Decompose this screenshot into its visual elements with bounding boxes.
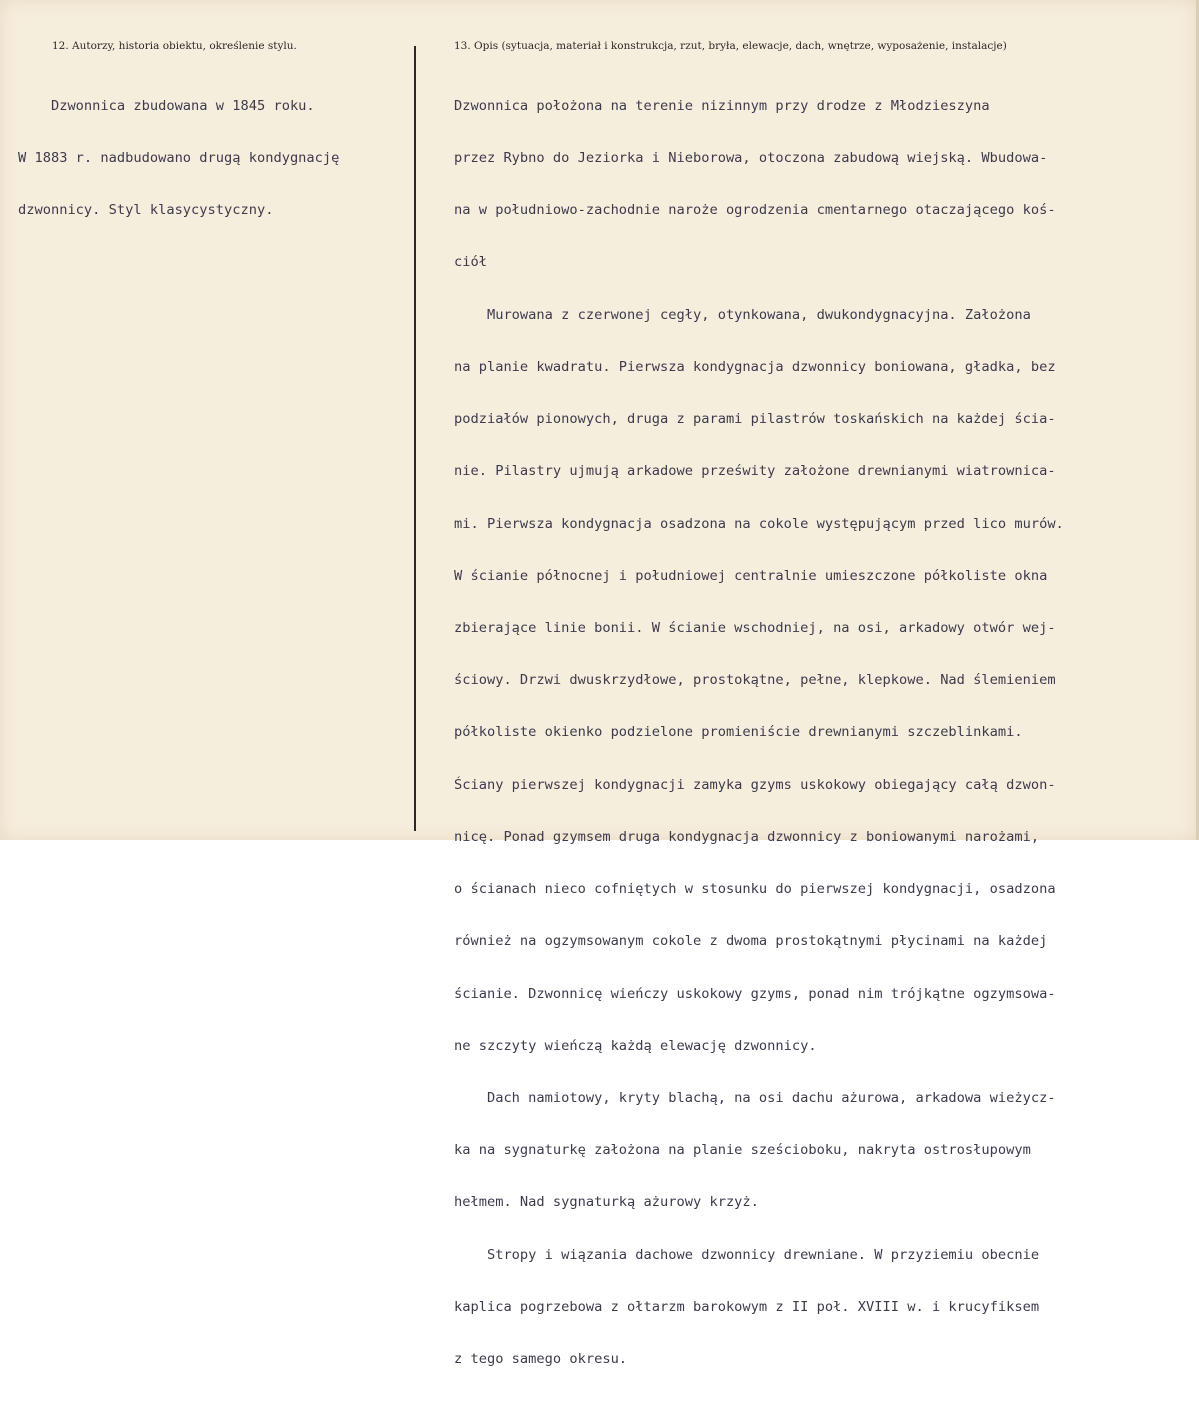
text-line: na planie kwadratu. Pierwsza kondygnacja dzwonnicy boniowana, gładka, bez bbox=[454, 358, 1056, 375]
text-line: również na ogzymsowanym cokole z dwoma prostokątnymi płycinami na każdej bbox=[454, 933, 1048, 950]
text-line: kaplica pogrzebowa z ołtarzm barokowym z II poł. XVIII w. i krucyfiksem bbox=[454, 1298, 1040, 1315]
text-line: Dzwonnica zbudowana w 1845 roku. bbox=[18, 97, 315, 114]
text-line: o ścianach nieco cofniętych w stosunku do pierwszej kondygnacji, osadzona bbox=[454, 881, 1056, 898]
text-line: ne szczyty wieńczą każdą elewację dzwonnicy. bbox=[454, 1037, 817, 1054]
description-text bbox=[454, 63, 1064, 1403]
text-line: W 1883 r. nadbudowano drugą kondygnację bbox=[18, 150, 340, 167]
text-line: Dzwonnica położona na terenie nizinnym przy drodze z Młodzieszyna bbox=[454, 97, 990, 114]
text-line: Ściany pierwszej kondygnacji zamyka gzyms uskokowy obiegający całą dzwon- bbox=[454, 776, 1056, 793]
history-text bbox=[18, 63, 339, 254]
text-line: z tego samego okresu. bbox=[454, 1351, 628, 1368]
text-line: ściowy. Drzwi dwuskrzydłowe, prostokątne, pełne, klepkowe. Nad ślemieniem bbox=[454, 672, 1056, 689]
text-line: mi. Pierwsza kondygnacja osadzona na cokole występującym przed lico murów. bbox=[454, 515, 1064, 532]
text-line: półkoliste okienko podzielone promieniście drewnianymi szczeblinkami. bbox=[454, 724, 1023, 741]
column-divider bbox=[414, 46, 416, 831]
text-line: dzwonnicy. Styl klasycystyczny. bbox=[18, 202, 274, 219]
text-line: ścianie. Dzwonnicę wieńczy uskokowy gzyms, ponad nim trójkątne ogzymsowa- bbox=[454, 985, 1056, 1002]
text-line: na w południowo-zachodnie naroże ogrodzenia cmentarnego otaczającego koś- bbox=[454, 202, 1056, 219]
authors-history-heading: 12. Autorzy, historia obiektu, określenie stylu. bbox=[52, 40, 297, 52]
text-line: nicę. Ponad gzymsem druga kondygnacja dzwonnicy z boniowanymi narożami, bbox=[454, 828, 1040, 845]
text-line: przez Rybno do Jeziorka i Nieborowa, otoczona zabudową wiejską. Wbudowa- bbox=[454, 150, 1048, 167]
text-line: ka na sygnaturkę założona na planie sześcioboku, nakryta ostrosłupowym bbox=[454, 1142, 1031, 1159]
text-line: Dach namiotowy, kryty blachą, na osi dachu ażurowa, arkadowa wieżycz- bbox=[454, 1089, 1056, 1106]
text-line: Murowana z czerwonej cegły, otynkowana, dwukondygnacyjna. Założona bbox=[454, 306, 1031, 323]
text-line: zbierające linie bonii. W ścianie wschodniej, na osi, arkadowy otwór wej- bbox=[454, 620, 1056, 636]
text-line: podziałów pionowych, druga z parami pilastrów toskańskich na każdej ścia- bbox=[454, 411, 1056, 428]
text-line: ciół bbox=[454, 254, 487, 271]
description-heading: 13. Opis (sytuacja, materiał i konstrukcja, rzut, bryła, elewacje, dach, wnętrze, wyposażenie, instalacje) bbox=[454, 40, 1007, 52]
text-line: nie. Pilastry ujmują arkadowe prześwity założone drewnianymi wiatrownica- bbox=[454, 463, 1056, 480]
text-line: hełmem. Nad sygnaturką ażurowy krzyż. bbox=[454, 1194, 759, 1211]
text-line: Stropy i wiązania dachowe dzwonnicy drewniane. W przyziemiu obecnie bbox=[454, 1246, 1040, 1263]
text-line: W ścianie północnej i południowej centralnie umieszczone półkoliste okna bbox=[454, 567, 1048, 584]
